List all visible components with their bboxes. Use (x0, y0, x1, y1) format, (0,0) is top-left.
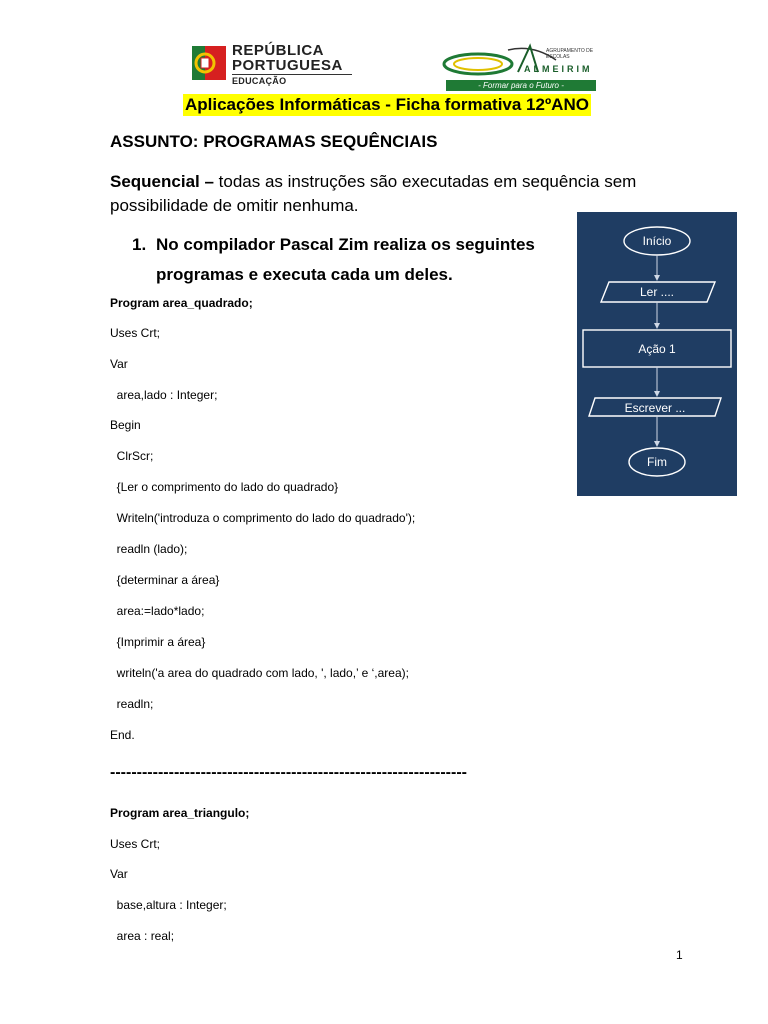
flowchart-diagram (577, 212, 737, 496)
code-line: Var (110, 357, 128, 371)
document-title: Aplicações Informáticas - Ficha formativa 12ºANO (185, 95, 589, 114)
code-line: Writeln('introduza o comprimento do lado do quadrado'); (110, 511, 416, 525)
code-line: base,altura : Integer; (110, 898, 227, 912)
code-line: ClrScr; (110, 449, 154, 463)
flow-end-label: Fim (647, 455, 667, 469)
educacao-text: EDUCAÇÃO (232, 76, 287, 86)
code-line: readln; (110, 697, 154, 711)
intro-text: todas as instruções são executadas em sequência sem possibilidade de omitir nenhuma. (110, 172, 637, 215)
intro-paragraph (110, 170, 710, 218)
code-line: Uses Crt; (110, 326, 161, 340)
code-line: {determinar a área} (110, 573, 220, 587)
code-line: Program area_triangulo; (110, 806, 250, 820)
flow-action-label: Ação 1 (638, 342, 676, 356)
logo-divider (232, 74, 352, 75)
code-line: readln (lado); (110, 542, 188, 556)
republica-portuguesa-logo (192, 40, 372, 90)
code-line: Program area_quadrado; (110, 296, 253, 310)
subject-heading: ASSUNTO: PROGRAMAS SEQUÊNCIAIS (110, 132, 438, 151)
code-line: End. (110, 728, 135, 742)
task-text: No compilador Pascal Zim realiza os seguintes programas e executa cada um deles. (156, 235, 535, 284)
code-line: Var (110, 867, 128, 881)
republica-text: REPÚBLICA (232, 42, 325, 59)
code-line: area:=lado*lado; (110, 604, 205, 618)
intro-term: Sequencial – (110, 172, 214, 191)
flowchart (577, 212, 737, 496)
code-line: {Ler o comprimento do lado do quadrado} (110, 480, 339, 494)
code-line: Begin (110, 418, 141, 432)
page-number: 1 (676, 948, 683, 962)
school-tagline: - Formar para o Futuro - (446, 80, 596, 91)
section-separator: ------------------------------------------------------------------- (110, 764, 467, 781)
portugal-emblem-icon (192, 44, 226, 82)
flow-start-label: Início (642, 234, 672, 248)
code-line: writeln('a area do quadrado com lado, ', lado,’ e ‘,area); (110, 666, 409, 680)
code-line: Uses Crt; (110, 837, 161, 851)
school-name-text: ALMEIRIM (524, 64, 593, 74)
code-line: {Imprimir a área} (110, 635, 206, 649)
flow-write-label: Escrever ... (624, 401, 686, 415)
flow-read-label: Ler .... (639, 285, 675, 299)
code-line: area : real; (110, 929, 175, 943)
code-line: area,lado : Integer; (110, 388, 218, 402)
school-group-text: AGRUPAMENTO DE ESCOLAS (546, 48, 594, 60)
task-number: 1. (132, 235, 147, 254)
portuguesa-text: PORTUGUESA (232, 57, 343, 74)
school-logo (438, 42, 604, 92)
